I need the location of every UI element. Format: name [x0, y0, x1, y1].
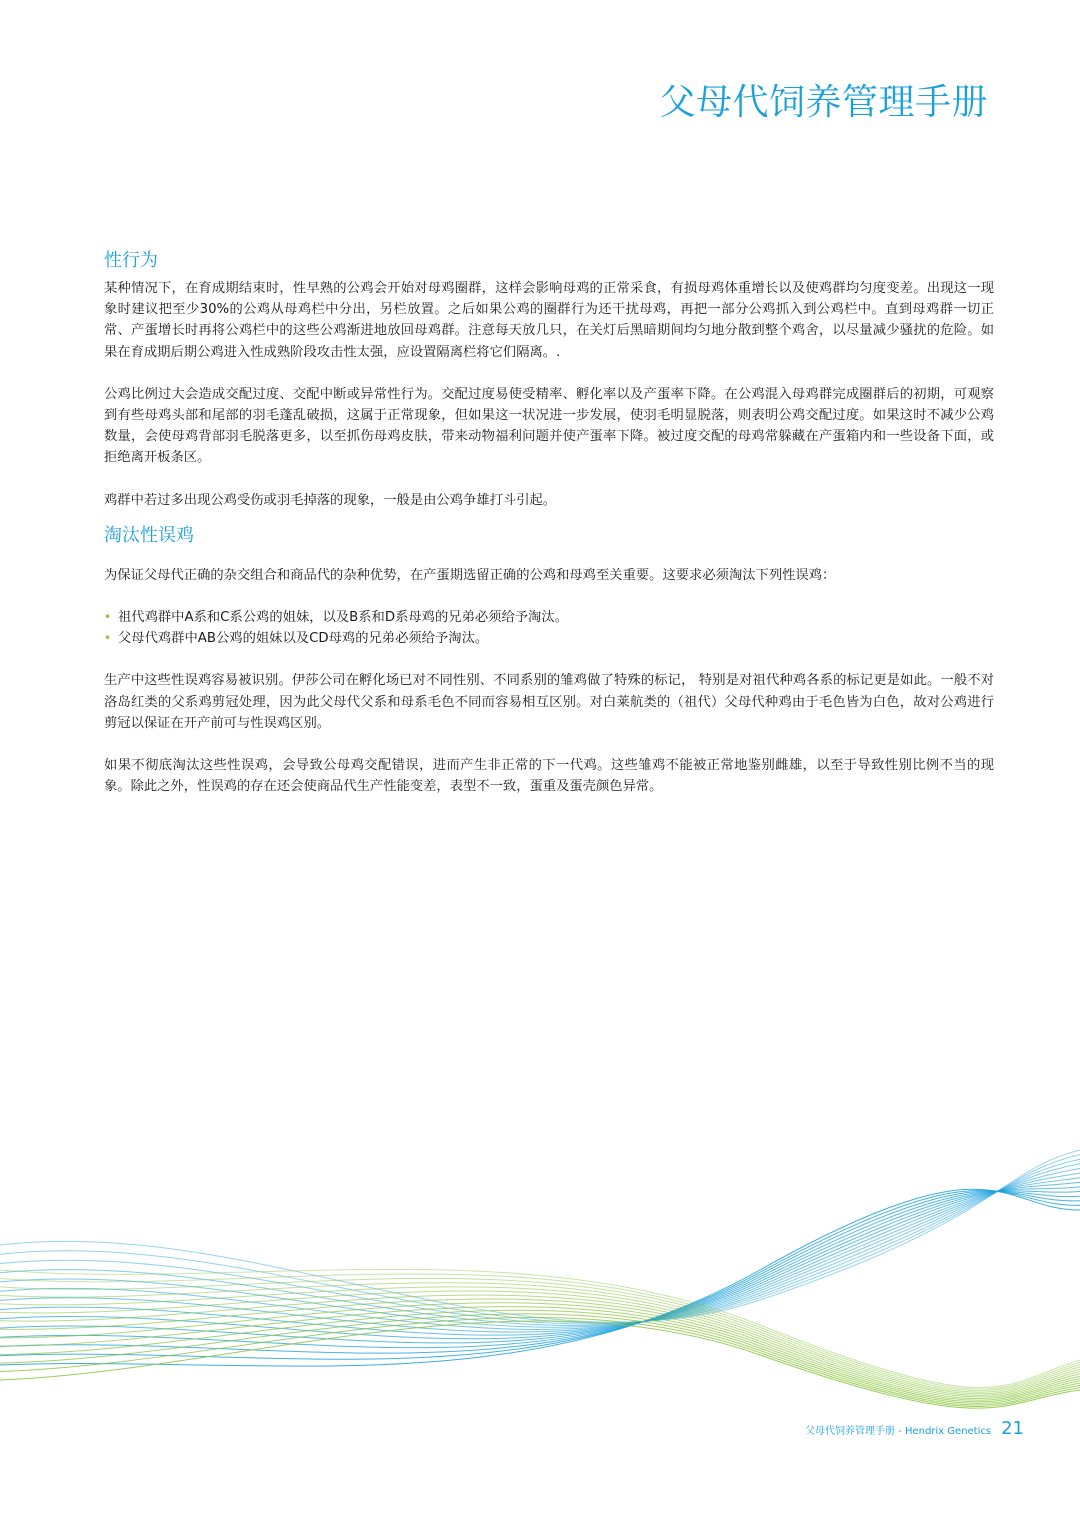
paragraph: 某种情况下，在育成期结束时，性早熟的公鸡会开始对母鸡圈群，这样会影响母鸡的正常采食，有损母鸡体重增长以及使鸡群均匀度变差。出现这一现象时建议把至少30%的公鸡从母鸡栏中分出，另栏放置。之后如果公鸡的圈群行为还干扰母鸡，再把一部分公鸡抓入到公鸡栏中。直到母鸡群一切正常、产蛋增长时再将公鸡栏中的这些公鸡渐进地放回母鸡群。注意每天放几只，在关灯后黑暗期间均匀地分散到整个鸡舍，以尽量减少骚扰的危险。如果在育成期后期公鸡进入性成熟阶段攻击性太强，应设置隔离栏将它们隔离。. [104, 281, 994, 360]
list-item [104, 607, 994, 628]
blue-wave-line [0, 1182, 1080, 1335]
paragraph: 如果不彻底淘汰这些性误鸡，会导致公母鸡交配错误，进而产生非正常的下一代鸡。这些雏鸡不能被正常地鉴别雌雄，以至于导致性别比例不当的现象。除此之外，性误鸡的存在还会使商品代生产性能变差，表型不一致，蛋重及蛋壳颜色异常。 [104, 758, 994, 795]
paragraph: 生产中这些性误鸡容易被识别。伊莎公司在孵化场已对不同性别、不同系别的雏鸡做了特殊的标记， 特别是对祖代种鸡各系的标记更是如此。一般不对洛岛红类的父系鸡剪冠处理，因为此父母代父系和母系毛色不同而容易相互区别。对白莱航类的（祖代）父母代种鸡由于毛色皆为白色，故对公鸡进行剪冠以保证在开产前可与性误鸡区别。 [104, 673, 994, 731]
green-wave-line [0, 1287, 1080, 1394]
main-content [104, 248, 994, 797]
paragraph: 公鸡比例过大会造成交配过度、交配中断或异常性行为。交配过度易使受精率、孵化率以及产蛋率下降。在公鸡混入母鸡群完成圈群后的初期，可观察到有些母鸡头部和尾部的羽毛蓬乱破损，这属于正常现象，但如果这一状况进一步发展，使羽毛明显脱落，则表明公鸡交配过度。如果这时不减少公鸡数量，会使母鸡背部羽毛脱落更多，以至抓伤母鸡皮肤，带来动物福利问题并使产蛋率下降。被过度交配的母鸡常躲藏在产蛋箱内和一些设备下面，或拒绝离开板条区。 [104, 386, 994, 466]
paragraph: 鸡群中若过多出现公鸡受伤或羽毛掉落的现象，一般是由公鸡争雄打斗引起。 [104, 492, 557, 508]
section-heading-sexual-behavior: 性行为 [104, 250, 158, 271]
blue-wave-line [0, 1191, 1080, 1347]
list-item [104, 628, 994, 649]
footer-text: 父母代饲养管理手册 - Hendrix Genetics [804, 1426, 992, 1437]
bullet-icon: • [104, 610, 112, 625]
blue-wave-line [0, 1173, 1080, 1329]
list-item-text: 父母代鸡群中AB公鸡的姐妹以及CD母鸡的兄弟必须给予淘汰。 [118, 631, 489, 647]
bullet-list [104, 607, 994, 649]
paragraph: 为保证父母代正确的杂交组合和商品代的杂种优势，在产蛋期选留正确的公鸡和母鸡至关重要。这要求必须淘汰下列性误鸡： [104, 567, 836, 583]
decorative-wave-lines [0, 1150, 1080, 1430]
bullet-icon: • [104, 631, 112, 646]
page-title: 父母代饲养管理手册 [659, 82, 988, 123]
list-item-text: 祖代鸡群中A系和C系公鸡的姐妹，以及B系和D系母鸡的兄弟必须给予淘汰。 [118, 610, 568, 626]
blue-wave-line [0, 1155, 1080, 1323]
page-number: 21 [1001, 1418, 1024, 1439]
page-footer [805, 1418, 1024, 1439]
section-heading-culling: 淘汰性误鸡 [104, 524, 194, 546]
blue-wave-line [0, 1159, 1080, 1324]
